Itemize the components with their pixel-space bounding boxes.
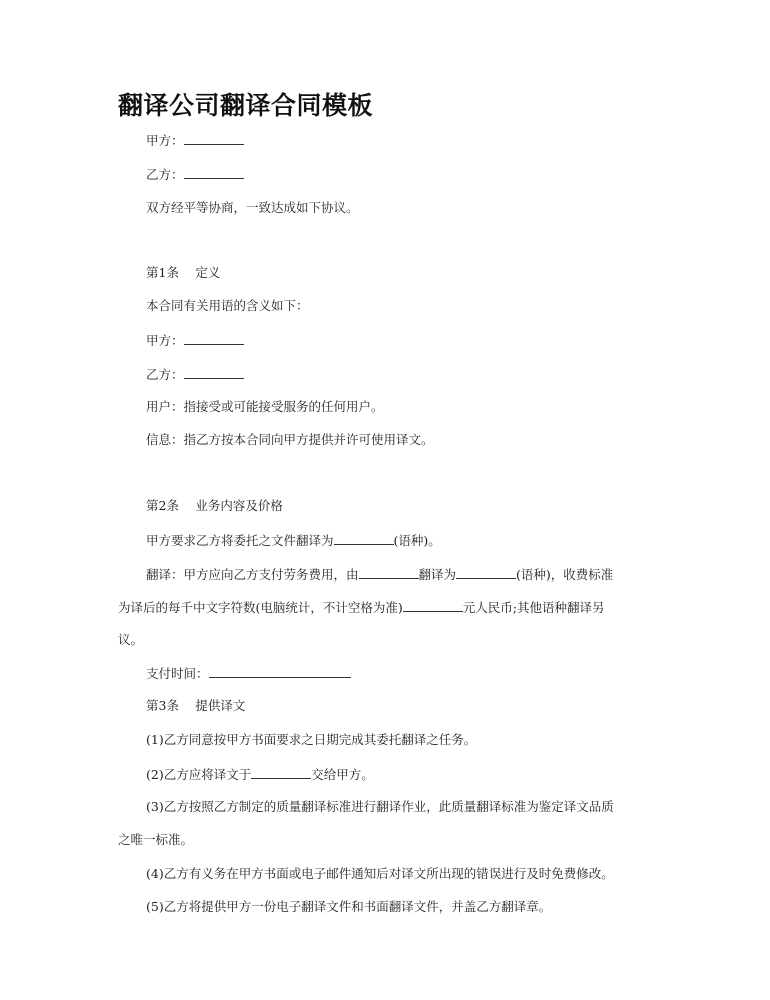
article1-user-definition: 用户：指接受或可能接受服务的任何用户。 xyxy=(146,399,384,414)
item2-text-b: 交给甲方。 xyxy=(311,767,374,782)
article3-item1: (1)乙方同意按甲方书面要求之日期完成其委托翻译之任务。 xyxy=(146,732,477,747)
article3-item2 xyxy=(146,766,374,783)
article3-item3-line2: 之唯一标准。 xyxy=(118,832,194,847)
article1-party-a-label: 甲方： xyxy=(146,333,184,348)
delivery-date-blank xyxy=(251,766,311,779)
item2-text-a: (2)乙方应将译文于 xyxy=(146,767,252,782)
party-a-blank xyxy=(184,132,244,145)
party-b-blank xyxy=(184,166,244,179)
article1-party-b xyxy=(146,366,244,383)
header-party-b xyxy=(146,166,244,183)
target-language-blank xyxy=(456,566,516,579)
article3-item4: (4)乙方有义务在甲方书面或电子邮件通知后对译文所出现的错误进行及时免费修改。 xyxy=(146,866,614,881)
pay-time-label: 支付时间： xyxy=(146,666,209,681)
fee-text-b: 翻译为 xyxy=(418,567,457,582)
intro-text: 双方经平等协商，一致达成如下协议。 xyxy=(146,200,359,215)
article1-party-a-blank xyxy=(184,332,244,345)
article1-party-a xyxy=(146,332,244,349)
article1-heading: 第1条 定义 xyxy=(146,265,221,280)
fee-text-a: 翻译：甲方应向乙方支付劳务费用，由 xyxy=(146,567,359,582)
article3-item5: (5)乙方将提供甲方一份电子翻译文件和书面翻译文件，并盖乙方翻译章。 xyxy=(146,899,552,914)
article3-item3-line1: (3)乙方按照乙方制定的质量翻译标准进行翻译作业，此质量翻译标准为鉴定译文品质 xyxy=(146,799,614,814)
article2-fee-line3: 议。 xyxy=(118,632,144,647)
price-blank xyxy=(403,599,463,612)
source-language-blank xyxy=(359,566,419,579)
fee2-text-a: 为译后的每千中文字符数(电脑统计，不计空格为准) xyxy=(118,600,403,615)
fee-text-c: (语种)，收费标准 xyxy=(516,567,614,582)
article1-party-b-label: 乙方： xyxy=(146,367,184,382)
article1-party-b-blank xyxy=(184,366,244,379)
fee2-text-b: 元人民币;其他语种翻译另 xyxy=(462,600,605,615)
header-party-a xyxy=(146,132,244,149)
article2-requirement xyxy=(146,532,441,549)
requirement-text: 甲方要求乙方将委托之文件翻译为 xyxy=(146,533,334,548)
article2-pay-time xyxy=(146,665,351,682)
party-a-label: 甲方： xyxy=(146,133,184,148)
article1-lead: 本合同有关用语的含义如下： xyxy=(146,298,309,313)
article2-heading: 第2条 业务内容及价格 xyxy=(146,498,283,513)
language-blank xyxy=(334,532,394,545)
article1-info-definition: 信息：指乙方按本合同向甲方提供并许可使用译文。 xyxy=(146,432,434,447)
article3-heading: 第3条 提供译文 xyxy=(146,698,246,713)
article2-fee-line1 xyxy=(146,566,613,583)
document-title: 翻译公司翻译合同模板 xyxy=(118,91,374,120)
party-b-label: 乙方： xyxy=(146,167,184,182)
requirement-suffix: (语种)。 xyxy=(393,533,441,548)
article2-fee-line2 xyxy=(118,599,604,616)
pay-time-blank xyxy=(209,665,351,678)
